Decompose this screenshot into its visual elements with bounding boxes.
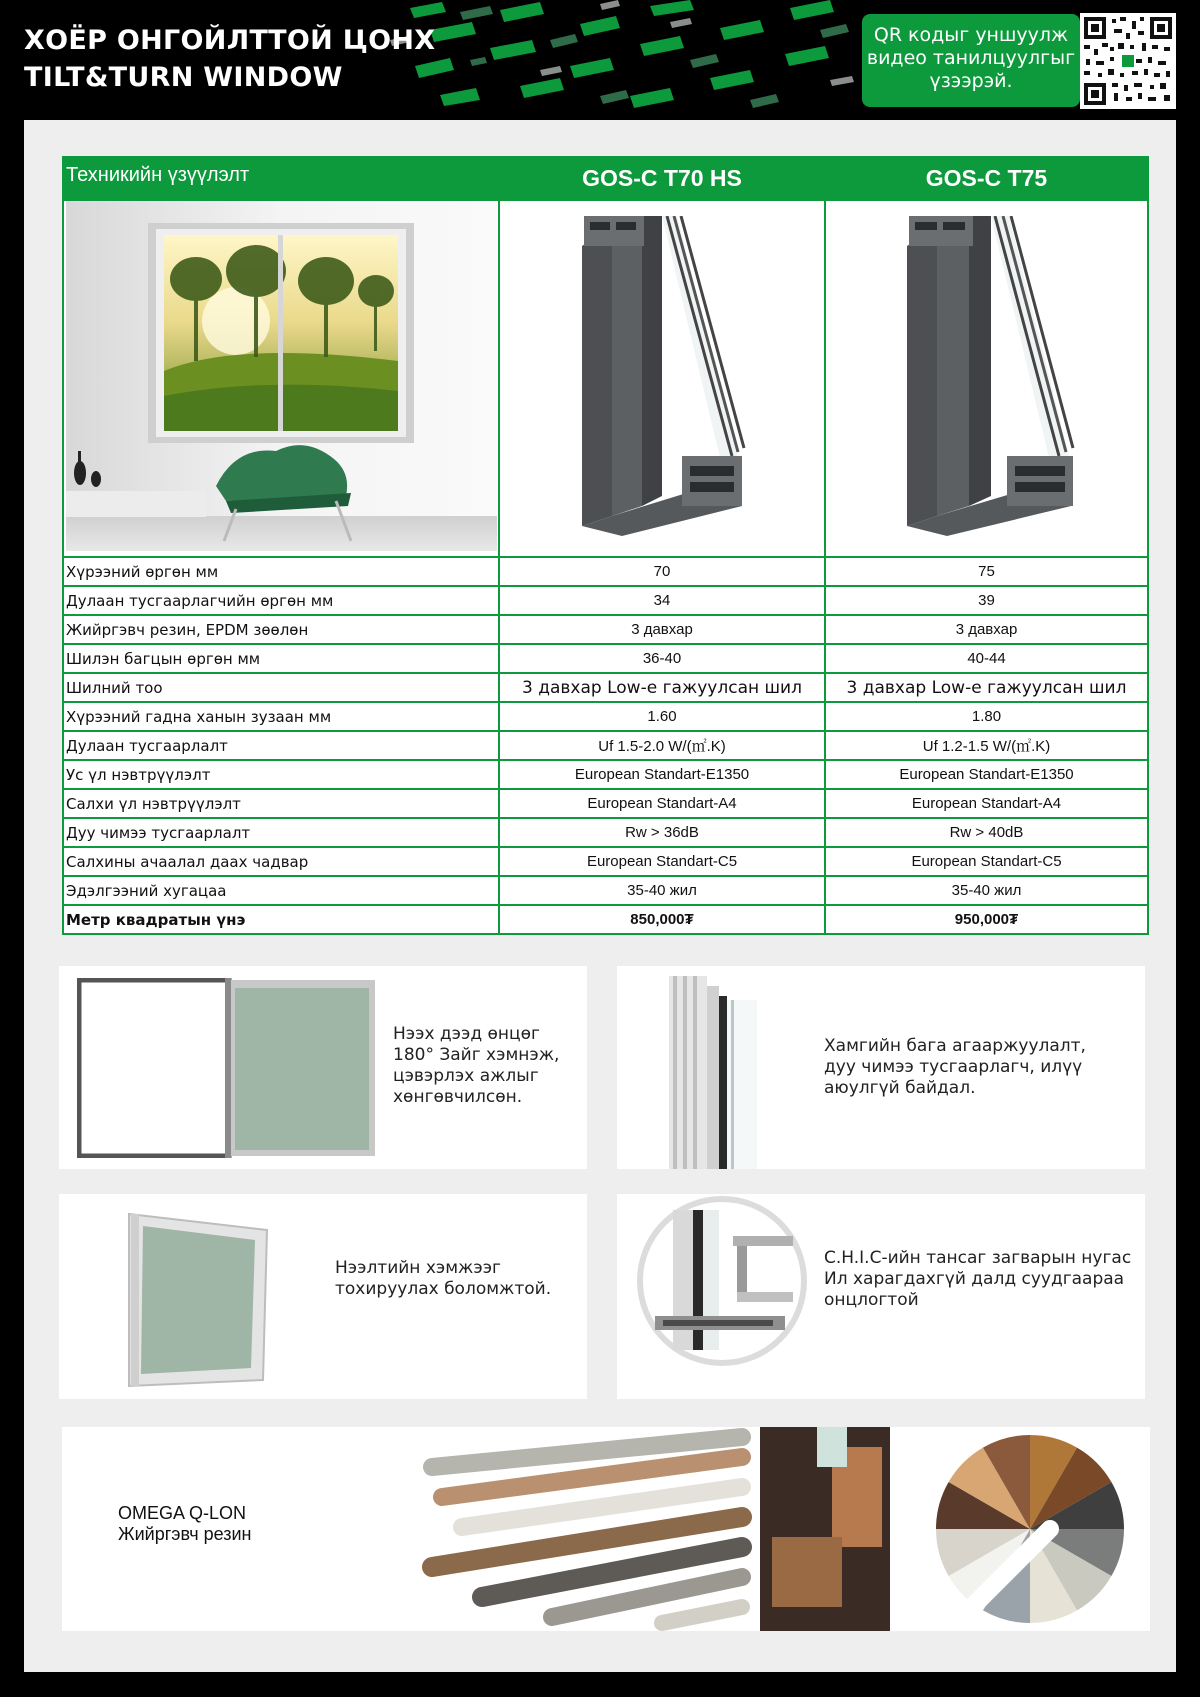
table-row	[63, 876, 1148, 905]
row-value-t70: 3 давхар	[499, 615, 825, 644]
spec-table	[62, 156, 1149, 935]
gasket-name: OMEGA Q-LON	[118, 1503, 247, 1523]
decorative-stripes	[390, 0, 860, 118]
row-label: Эдэлгээний хугацаа	[63, 876, 499, 905]
row-label: Ус үл нэвтрүүлэлт	[63, 760, 499, 789]
header-spec-label: Техникийн үзүүлэлт	[63, 157, 499, 200]
row-label: Шилний тоо	[63, 673, 499, 702]
feature-line: цэвэрлэх ажлыг	[393, 1066, 539, 1086]
table-header-row	[63, 157, 1148, 200]
feature-text-tilt	[335, 1258, 551, 1300]
feature-line: Нээлтийн хэмжээг	[335, 1258, 501, 1278]
feature-line: онцлогтой	[824, 1290, 919, 1310]
header-product-2: GOS-C T75	[825, 157, 1148, 200]
price-t70: 850,000₮	[499, 905, 825, 934]
room-photo	[63, 200, 499, 557]
price-label: Метр квадратын үнэ	[63, 905, 499, 934]
window-profile-t75-illustration	[887, 216, 1087, 536]
row-label: Дулаан тусгаарлагчийн өргөн мм	[63, 586, 499, 615]
row-value-t70: 34	[499, 586, 825, 615]
row-value-t75: 39	[825, 586, 1148, 615]
title-line-en: TILT&TURN WINDOW	[24, 62, 343, 93]
table-row	[63, 557, 1148, 586]
table-row	[63, 847, 1148, 876]
feature-text-sliding	[393, 1024, 559, 1108]
feature-line: аюулгүй байдал.	[824, 1078, 976, 1098]
qr-instruction: QR кодыг уншуулж видео танилцуулгыг үзээрэй.	[862, 14, 1080, 107]
row-value-t75: 40-44	[825, 644, 1148, 673]
row-value-t75: Rw > 40dB	[825, 818, 1148, 847]
row-value-t75: European Standart-A4	[825, 789, 1148, 818]
feature-line: дуу чимээ тусгаарлагч, илүү	[824, 1057, 1083, 1077]
feature-line: Хамгийн бага агааржуулалт,	[824, 1036, 1086, 1056]
table-row	[63, 702, 1148, 731]
table-row	[63, 760, 1148, 789]
table-row	[63, 789, 1148, 818]
row-value-t75: European Standart-C5	[825, 847, 1148, 876]
table-row	[63, 644, 1148, 673]
title-line-mn: ХОЁР ОНГОЙЛТТОЙ ЦОНХ	[24, 25, 436, 56]
row-value-t75: Uf 1.2-1.5 W/(㎡.K)	[825, 731, 1148, 760]
feature-line: Нээх дээд өнцөг	[393, 1024, 540, 1044]
feature-line: тохируулах боломжтой.	[335, 1279, 552, 1299]
feature-text-hinge	[824, 1248, 1131, 1311]
row-label: Салхи үл нэвтрүүлэлт	[63, 789, 499, 818]
price-row	[63, 905, 1148, 934]
gasket-products-illustration	[412, 1427, 1150, 1631]
profile-image-t75	[825, 200, 1148, 557]
row-value-t75: European Standart-E1350	[825, 760, 1148, 789]
tilt-window-illustration	[127, 1204, 277, 1389]
table-row	[63, 615, 1148, 644]
row-value-t70: European Standart-E1350	[499, 760, 825, 789]
table-row	[63, 818, 1148, 847]
row-value-t75: 1.80	[825, 702, 1148, 731]
profile-section-illustration	[669, 976, 769, 1169]
row-value-t70: European Standart-A4	[499, 789, 825, 818]
feature-line: Ил харагдахгүй далд суудгаараа	[824, 1269, 1125, 1289]
feature-line: хөнгөвчилсөн.	[393, 1087, 523, 1107]
sliding-window-illustration	[77, 978, 377, 1158]
room-scene-illustration	[66, 201, 497, 551]
hinge-detail-illustration	[637, 1196, 807, 1366]
row-label: Хүрээний гадна ханын зузаан мм	[63, 702, 499, 731]
row-label: Шилэн багцын өргөн мм	[63, 644, 499, 673]
row-value-t75: 35-40 жил	[825, 876, 1148, 905]
row-value-t75: 3 давхар	[825, 615, 1148, 644]
row-value-t75: 75	[825, 557, 1148, 586]
feature-card-tilt	[59, 1194, 587, 1399]
row-label: Жийргэвч резин, EPDM зөөлөн	[63, 615, 499, 644]
header-product-1: GOS-C T70 HS	[499, 157, 825, 200]
window-profile-t70-illustration	[562, 216, 762, 536]
row-value-t70: Rw > 36dB	[499, 818, 825, 847]
row-value-t70: 35-40 жил	[499, 876, 825, 905]
feature-line: C.H.I.C-ийн тансаг загварын нугас	[824, 1248, 1132, 1268]
row-value-t70: 36-40	[499, 644, 825, 673]
feature-card-sliding	[59, 966, 587, 1169]
page-title	[24, 22, 435, 96]
row-value-t70: 70	[499, 557, 825, 586]
table-row	[63, 731, 1148, 760]
row-value-t70: Uf 1.5-2.0 W/(㎡.K)	[499, 731, 825, 760]
feature-card-ventilation	[617, 966, 1145, 1169]
gasket-label	[118, 1503, 252, 1545]
gasket-description: Жийргэвч резин	[118, 1524, 252, 1544]
row-label: Дулаан тусгаарлалт	[63, 731, 499, 760]
row-value-t70: 1.60	[499, 702, 825, 731]
table-row	[63, 673, 1148, 702]
row-value-t75: 3 давхар Low-e гажуулсан шил	[825, 673, 1148, 702]
qr-code[interactable]	[1080, 13, 1176, 109]
table-row	[63, 586, 1148, 615]
image-row	[63, 200, 1148, 557]
row-value-t70: 3 давхар Low-e гажуулсан шил	[499, 673, 825, 702]
feature-text-ventilation	[824, 1036, 1086, 1099]
row-label: Хүрээний өргөн мм	[63, 557, 499, 586]
row-label: Дуу чимээ тусгаарлалт	[63, 818, 499, 847]
row-label: Салхины ачаалал даах чадвар	[63, 847, 499, 876]
header-banner	[0, 0, 1200, 118]
profile-image-t70	[499, 200, 825, 557]
price-t75: 950,000₮	[825, 905, 1148, 934]
feature-line: 180° Зайг хэмнэж,	[393, 1045, 560, 1065]
feature-card-hinge	[617, 1194, 1145, 1399]
row-value-t70: European Standart-C5	[499, 847, 825, 876]
